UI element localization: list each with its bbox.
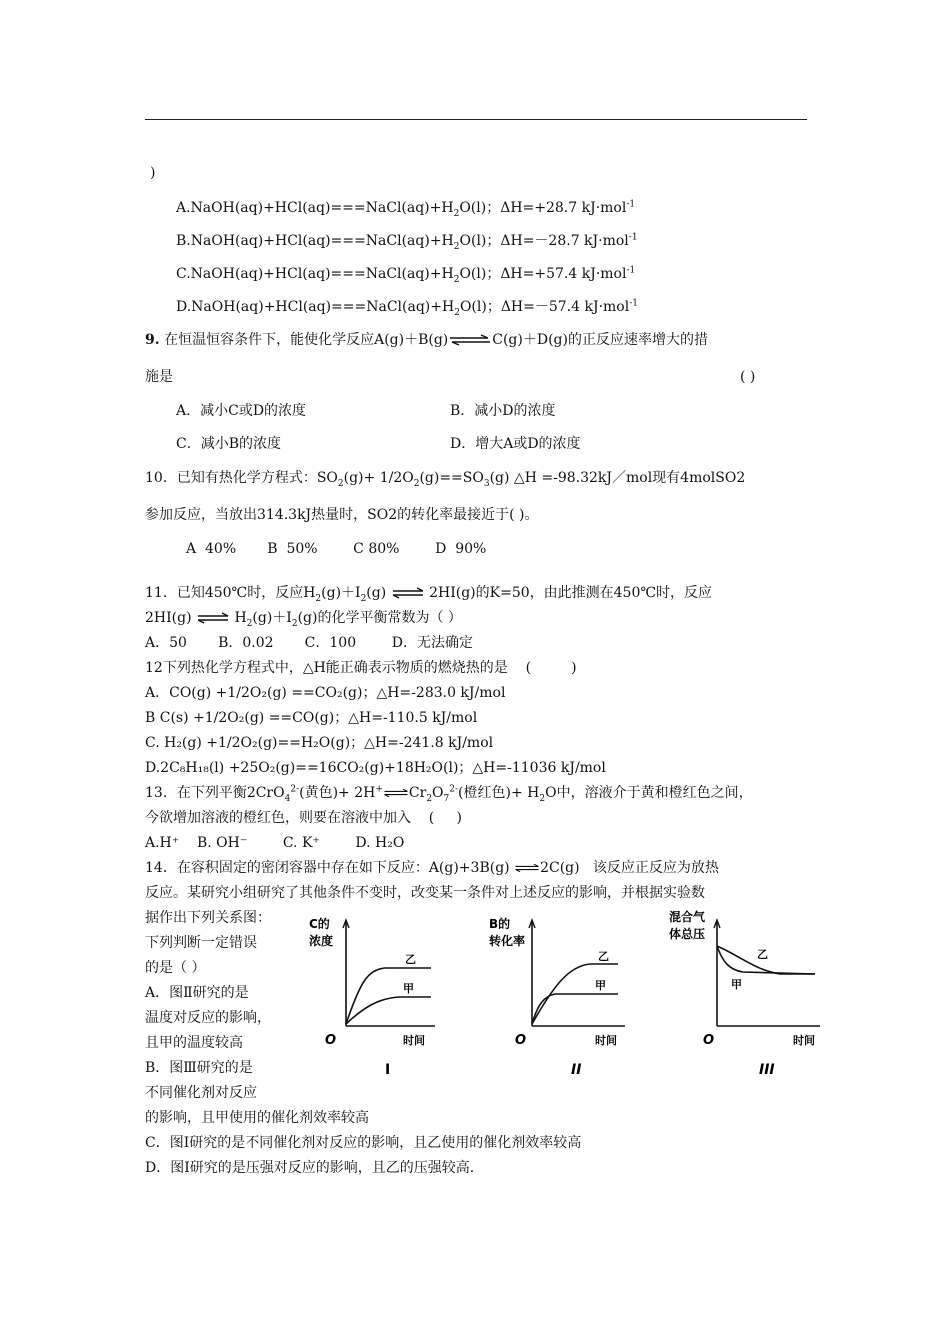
equilibrium-arrow-icon [196, 612, 230, 624]
q13-line-1: 13．在下列平衡2CrO$_4^{2-}$(黄色)+ 2H+ $Cr_2O_7^{2-}$(橙红色)+ $H_2O$中，溶液介于黄和橙红色之间， [145, 784, 753, 804]
graph-iii-ylabel-2: 体总压 [669, 927, 706, 941]
q14-option-a-3: 且甲的温度较高 [145, 1035, 243, 1051]
graph-ii-roman: II [571, 1062, 582, 1078]
equilibrium-arrow-icon [391, 587, 425, 599]
q10-line-1: 10．已知有热化学方程式：$SO_2(g)+ 1/2O_2(g)==SO_3(g)$ △H =-98.32kJ／mol现有4molSO2 [145, 470, 746, 489]
graph-i-origin: O [325, 1033, 337, 1048]
q12-option-c: C. H₂(g) +1/2O₂(g)==H₂O(g)；△H=-241.8 kJ/mol [145, 735, 494, 751]
q14-line-4: 下列判断一定错误 [145, 935, 257, 951]
q14-option-c: C．图Ⅰ研究的是不同催化剂对反应的影响，且乙使用的催化剂效率较高 [145, 1135, 582, 1151]
q10-line-2: 参加反应，当放出314.3kJ热量时，SO2的转化率最接近于( )。 [145, 507, 539, 523]
q11-options: A．50 B．0.02 C．100 D．无法确定 [145, 635, 473, 651]
equilibrium-arrow-icon [448, 334, 492, 346]
graph-ii-origin: O [515, 1033, 527, 1048]
graph-iii-origin: O [703, 1033, 715, 1048]
graph-i-ylabel-1: C的 [309, 917, 330, 931]
equilibrium-arrow-icon [514, 862, 540, 874]
q13-options: A.H⁺ B. OH⁻ C. K⁺ D. H₂O [145, 835, 405, 851]
q9-option-d: D．增大A或D的浓度 [450, 436, 581, 452]
equilibrium-arrow-icon [383, 787, 409, 799]
graph-i-label-jia: 甲 [403, 982, 414, 995]
q8-option-d: $D.NaOH(aq)+HCl(aq)===NaCl(aq)+H_2O(l)$；ΔH=－57.4 kJ·mol$^{-1}$ [176, 298, 638, 318]
q14-line-3: 据作出下列关系图： [145, 910, 271, 926]
graph-iii-ylabel-1: 混合气 [669, 910, 706, 924]
graph-ii-xlabel: 时间 [595, 1034, 617, 1047]
q12-title: 12下列热化学方程式中，△H能正确表示物质的燃烧热的是 ( ) [145, 660, 577, 676]
graph-i-xlabel: 时间 [403, 1034, 425, 1047]
q9-text-a: 在恒温恒容条件下，能使化学反应A(g)＋B(g) [164, 332, 449, 348]
q14-option-b-1: B．图Ⅲ研究的是 [145, 1060, 253, 1076]
q8-option-c: $C.NaOH(aq)+HCl(aq)===NaCl(aq)+H_2O(l)$；ΔH=+57.4 kJ·mol$^{-1}$ [176, 265, 636, 285]
q14-line-5: 的是（ ） [145, 960, 206, 976]
graph-ii [485, 908, 635, 1083]
graph-iii-label-jia: 甲 [731, 978, 742, 991]
header-rule [145, 119, 807, 120]
graph-ii-label-jia: 甲 [595, 979, 606, 992]
q9-answer-paren: ( ) [740, 369, 756, 385]
q14-option-a-2: 温度对反应的影响， [145, 1010, 271, 1026]
q11-line-2: 2HI(g) $H_2(g)+I_2(g)$的化学平衡常数为（ ） [145, 610, 462, 629]
graph-iii-xlabel: 时间 [793, 1034, 815, 1047]
graph-ii-label-yi: 乙 [598, 950, 609, 963]
q9-option-b: B．减小D的浓度 [450, 403, 556, 419]
q12-option-b: B C(s) +1/2O₂(g) ==CO(g)；△H=-110.5 kJ/mol [145, 710, 478, 726]
graph-iii [665, 908, 830, 1083]
graph-i-label-yi: 乙 [405, 953, 416, 966]
q14-line-1: 14．在容积固定的密闭容器中存在如下反应：A(g)+3B(g) 2C(g) 该反应正反应为放热 [145, 860, 719, 876]
q10-options: A 40% B 50% C 80% D 90% [186, 541, 487, 557]
q8-option-b: $B.NaOH(aq)+HCl(aq)===NaCl(aq)+H_2O(l)$；ΔH=－28.7 kJ·mol$^{-1}$ [176, 232, 638, 252]
q9-option-c: C．减小B的浓度 [176, 436, 281, 452]
q11-line-1: 11．已知450℃时，反应$H_2(g)+I_2(g)$ 2HI(g)的K=50，由此推测在450℃时，反应 [145, 585, 713, 604]
q8-option-a: $A.NaOH(aq)+HCl(aq)===NaCl(aq)+H_2O(l)$；ΔH=+28.7 kJ·mol$^{-1}$ [176, 199, 636, 219]
q14-option-d: D．图Ⅰ研究的是压强对反应的影响，且乙的压强较高. [145, 1160, 475, 1176]
q9-number: 9. [145, 332, 160, 348]
q14-option-b-3: 的影响，且甲使用的催化剂效率较高 [145, 1110, 369, 1126]
graph-i-curve-jia [346, 997, 431, 1024]
graph-i-ylabel-2: 浓度 [309, 934, 334, 948]
graph-iii-roman: III [759, 1062, 775, 1078]
q14-option-a-1: A．图Ⅱ研究的是 [145, 985, 249, 1001]
q9-text-b: C(g)＋D(g)的正反应速率增大的措 [492, 332, 708, 348]
q12-option-a: A．CO(g) +1/2O₂(g) ==CO₂(g)；△H=-283.0 kJ/mol [145, 685, 506, 701]
graph-ii-ylabel-2: 转化率 [489, 934, 526, 948]
q9-line-1 [145, 331, 708, 349]
q9-option-a: A．减小C或D的浓度 [176, 403, 307, 419]
graph-i-roman: I [385, 1062, 391, 1078]
q13-line-2: 今欲增加溶液的橙红色，则要在溶液中加入 ( ) [145, 810, 462, 826]
q14-line-2: 反应。某研究小组研究了其他条件不变时，改变某一条件对上述反应的影响，并根据实验数 [145, 885, 705, 901]
q9-line-2: 施是 [145, 369, 173, 385]
graph-i-curve-yi [346, 968, 431, 1024]
graph-iii-label-yi: 乙 [757, 948, 768, 961]
graph-ii-ylabel-1: B的 [489, 917, 511, 931]
q12-option-d: D.2C₈H₁₈(l) +25O₂(g)==16CO₂(g)+18H₂O(l)；△H=-11036 kJ/mol [145, 760, 606, 776]
graph-i [305, 908, 445, 1083]
q8-paren-close: ) [150, 165, 156, 181]
graph-ii-curve-jia [532, 994, 618, 1024]
q14-option-b-2: 不同催化剂对反应 [145, 1085, 257, 1101]
